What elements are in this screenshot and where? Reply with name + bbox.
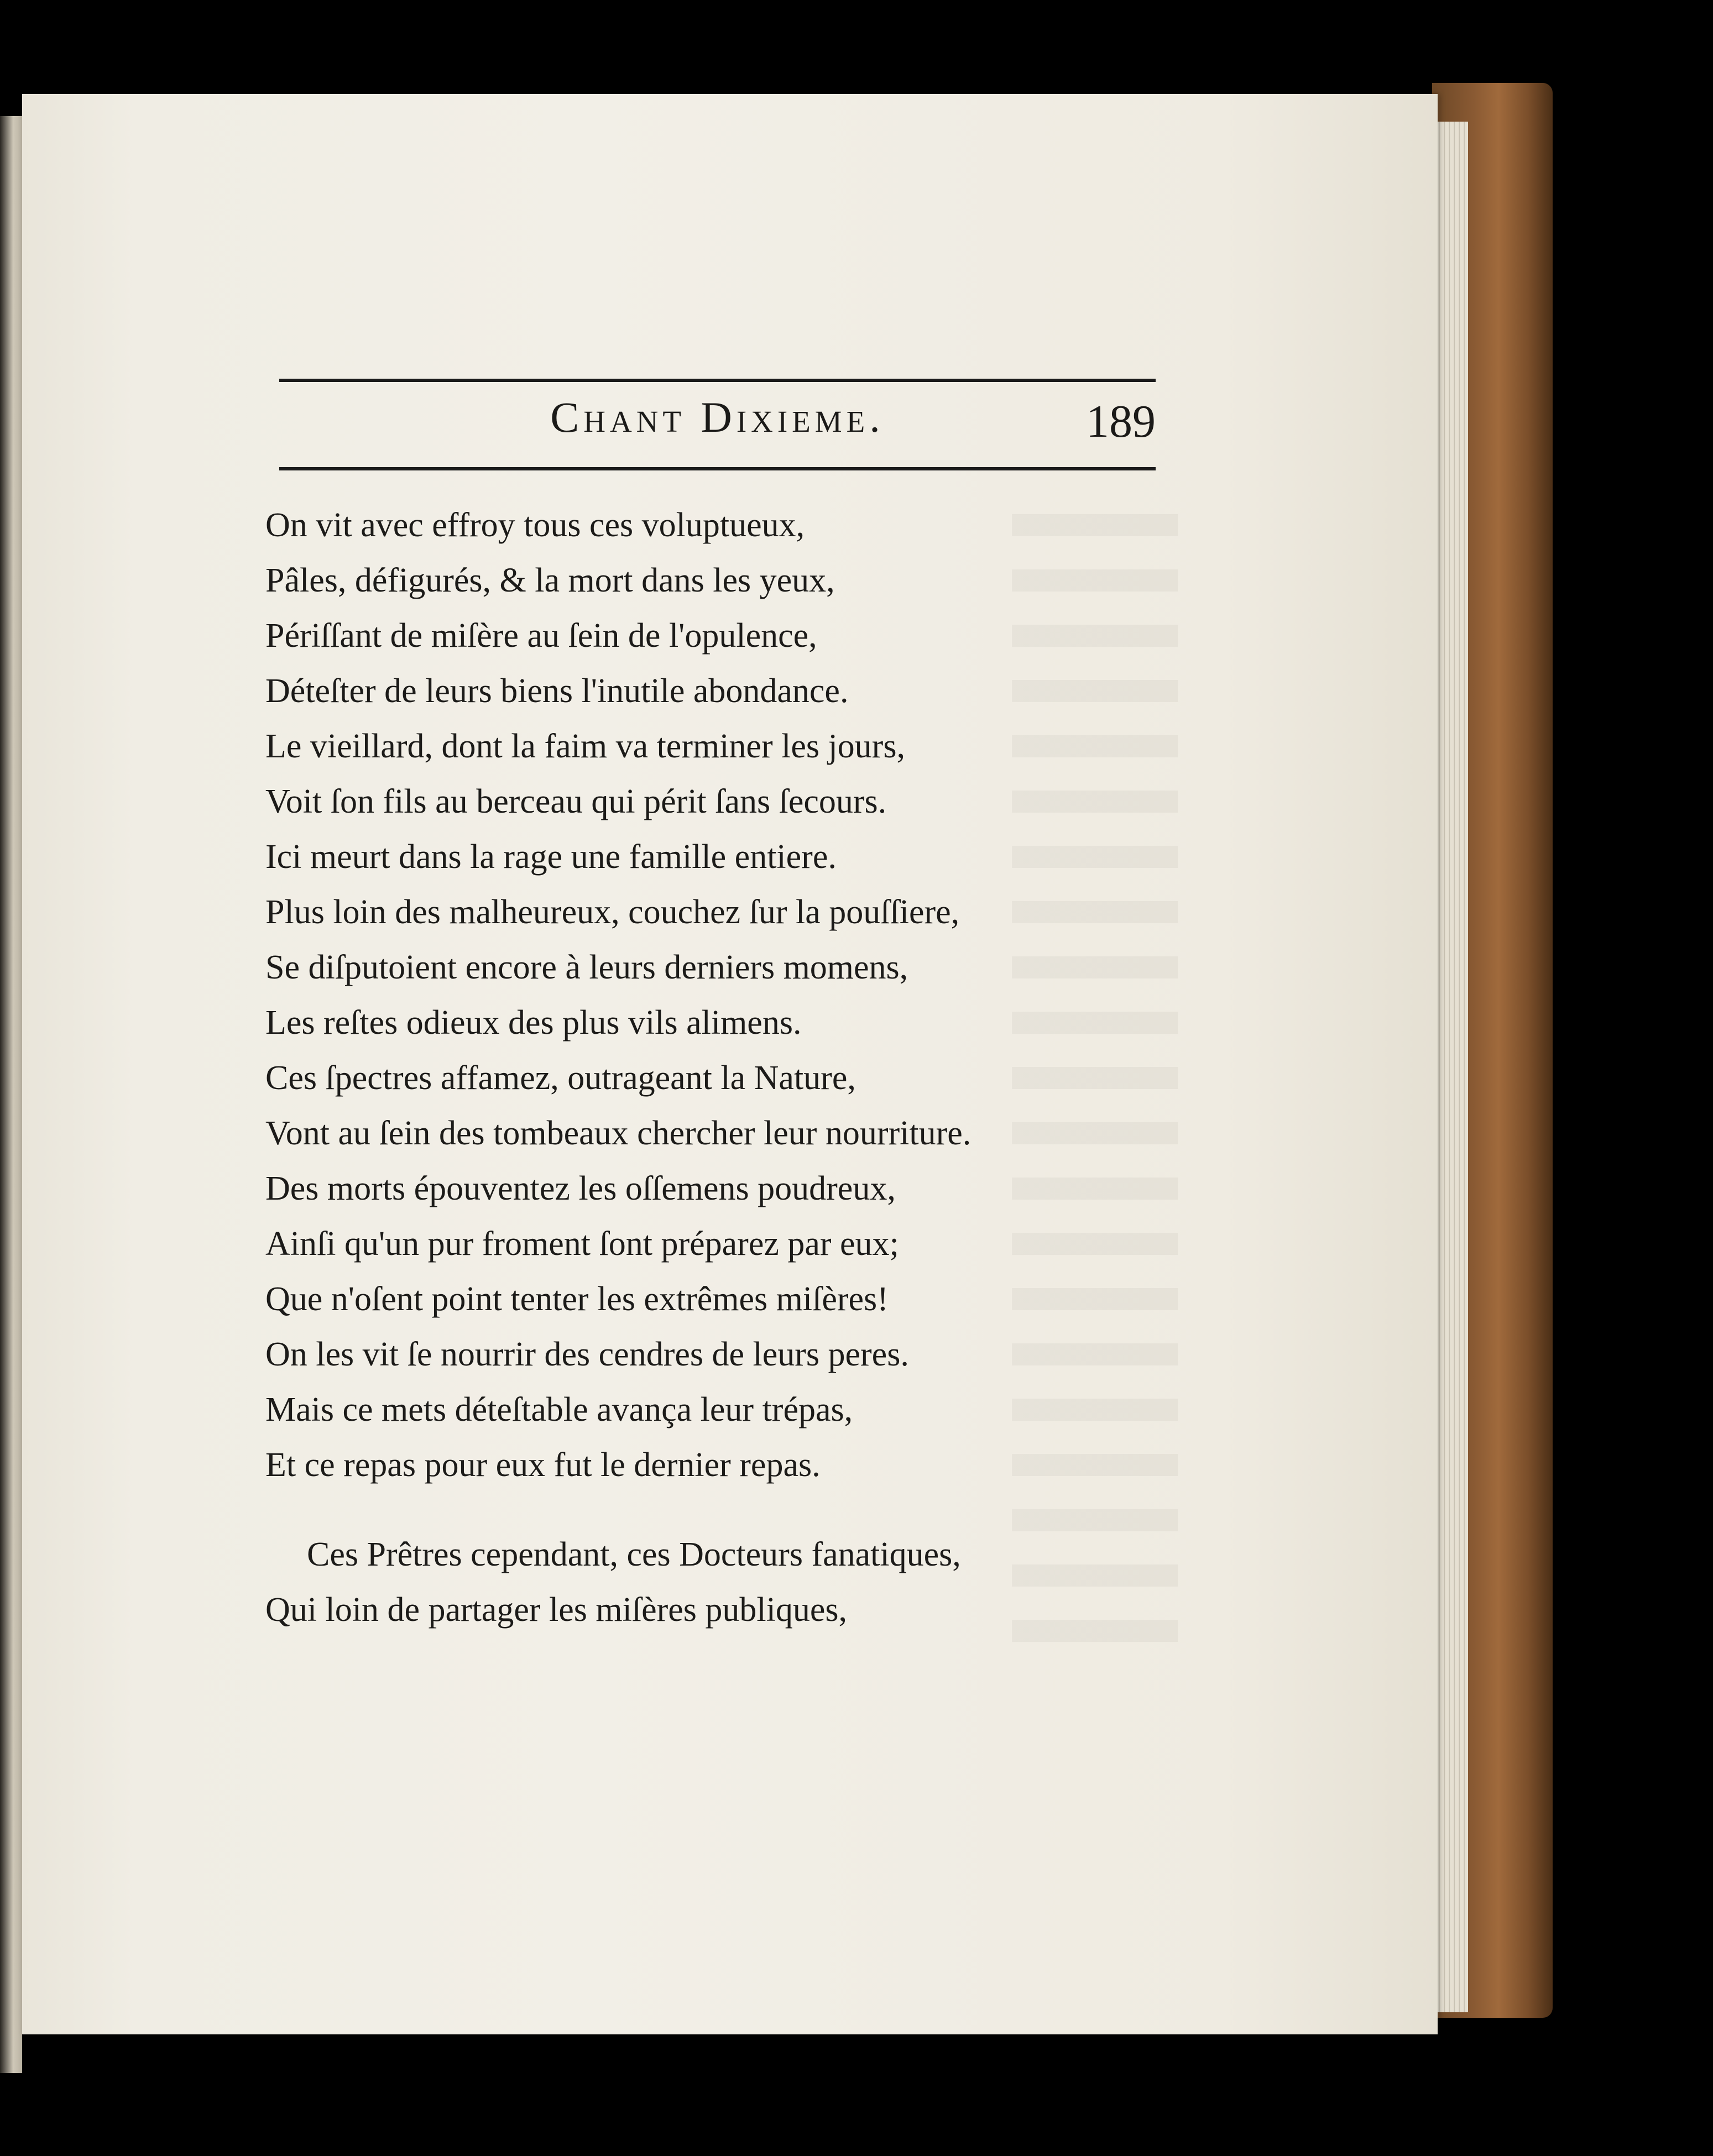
book-page xyxy=(22,94,1438,2034)
verse-line: Se diſputoient encore à leurs derniers momens, xyxy=(265,949,908,986)
verse-line: Plus loin des malheureux, couchez ſur la pouſſiere, xyxy=(265,893,960,931)
verse-line: Ainſi qu'un pur froment ſont préparez par eux; xyxy=(265,1225,899,1263)
stanza-1 xyxy=(265,498,1178,1493)
stanza-gap xyxy=(265,1493,1178,1527)
verse-line: Déteſter de leurs biens l'inutile abondance. xyxy=(265,672,849,710)
verse-line: Et ce repas pour eux fut le dernier repas. xyxy=(265,1446,821,1484)
verse-line: Ici meurt dans la rage une famille entiere. xyxy=(265,838,837,876)
verse-line: Vont au ſein des tombeaux chercher leur nourriture. xyxy=(265,1114,972,1152)
verse-line: Les reſtes odieux des plus vils alimens. xyxy=(265,1004,802,1042)
header-rule-bottom xyxy=(279,467,1156,470)
verse-line: Pâles, défigurés, & la mort dans les yeux, xyxy=(265,562,835,599)
page-number: 189 xyxy=(1086,396,1156,447)
verse-block xyxy=(265,498,1178,1637)
header-rule-top xyxy=(279,379,1156,382)
verse-line: Voit ſon fils au berceau qui périt ſans ſecours. xyxy=(265,783,887,820)
left-page-edge xyxy=(0,116,22,2073)
running-header xyxy=(279,393,1156,459)
stanza-2 xyxy=(265,1527,1178,1637)
verse-line: On vit avec effroy tous ces voluptueux, xyxy=(265,506,805,544)
verse-line: Mais ce mets déteſtable avança leur trépas, xyxy=(265,1391,853,1428)
chapter-title: Chant Dixieme. xyxy=(550,393,885,441)
verse-line: Qui loin de partager les miſères publiques, xyxy=(265,1591,848,1629)
verse-line: Que n'oſent point tenter les extrêmes miſères! xyxy=(265,1280,889,1318)
verse-line: Le vieillard, dont la faim va terminer les jours, xyxy=(265,728,905,765)
verse-line: Des morts épouventez les oſſemens poudreux, xyxy=(265,1170,896,1207)
verse-line: Ces ſpectres affamez, outrageant la Nature, xyxy=(265,1059,856,1097)
verse-line: Ces Prêtres cependant, ces Docteurs fanatiques, xyxy=(307,1536,961,1573)
verse-line: On les vit ſe nourrir des cendres de leurs peres. xyxy=(265,1336,909,1373)
verse-line: Périſſant de miſère au ſein de l'opulence, xyxy=(265,617,817,655)
